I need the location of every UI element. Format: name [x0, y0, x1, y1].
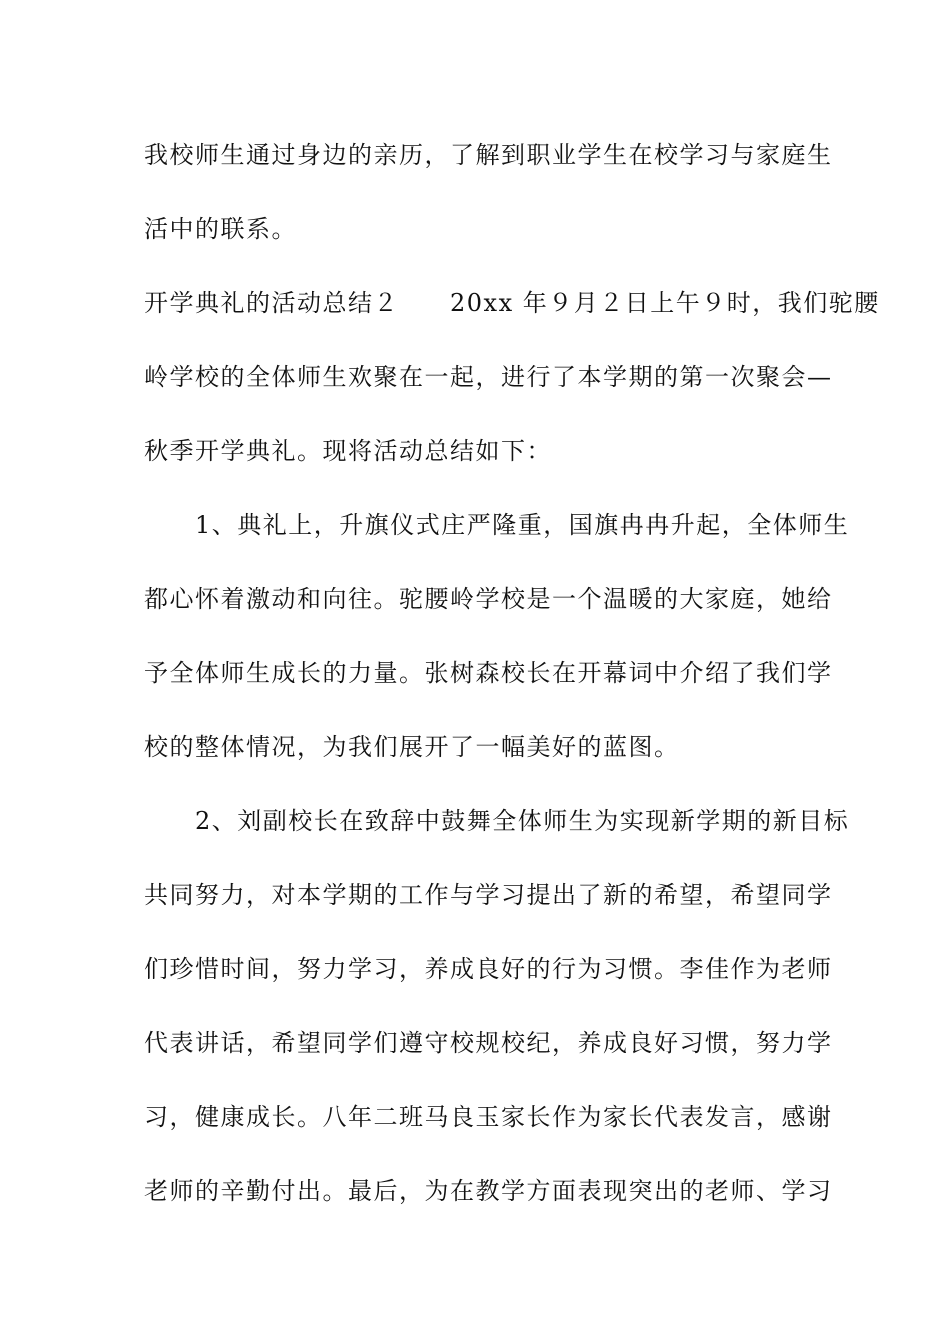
paragraph-line: 习，健康成长。八年二班马良玉家长作为家长代表发言，感谢: [144, 1103, 833, 1131]
paragraph-line: 校的整体情况，为我们展开了一幅美好的蓝图。: [144, 733, 680, 761]
paragraph-line: 代表讲话，希望同学们遵守校规校纪，养成良好习惯，努力学: [144, 1029, 833, 1057]
paragraph-line: 都心怀着激动和向往。驼腰岭学校是一个温暖的大家庭，她给: [144, 585, 833, 613]
paragraph-line: 2、刘副校长在致辞中鼓舞全体师生为实现新学期的新目标: [144, 807, 850, 835]
paragraph-line: 活中的联系。: [144, 215, 297, 243]
paragraph-line: 予全体师生成长的力量。张树森校长在开幕词中介绍了我们学: [144, 659, 833, 687]
paragraph-line: 1、典礼上，升旗仪式庄严隆重，国旗冉冉升起，全体师生: [144, 511, 850, 539]
section-heading-line: 开学典礼的活动总结２ 20xx 年９月２日上午９时，我们驼腰: [144, 289, 880, 317]
paragraph-line: 们珍惜时间，努力学习，养成良好的行为习惯。李佳作为老师: [144, 955, 833, 983]
paragraph-line: 老师的辛勤付出。最后，为在教学方面表现突出的老师、学习: [144, 1177, 833, 1205]
paragraph-line: 我校师生通过身边的亲历，了解到职业学生在校学习与家庭生: [144, 141, 833, 169]
paragraph-line: 共同努力，对本学期的工作与学习提出了新的希望，希望同学: [144, 881, 833, 909]
paragraph-line: 秋季开学典礼。现将活动总结如下：: [144, 437, 552, 465]
paragraph-line: 岭学校的全体师生欢聚在一起，进行了本学期的第一次聚会—: [144, 363, 833, 391]
